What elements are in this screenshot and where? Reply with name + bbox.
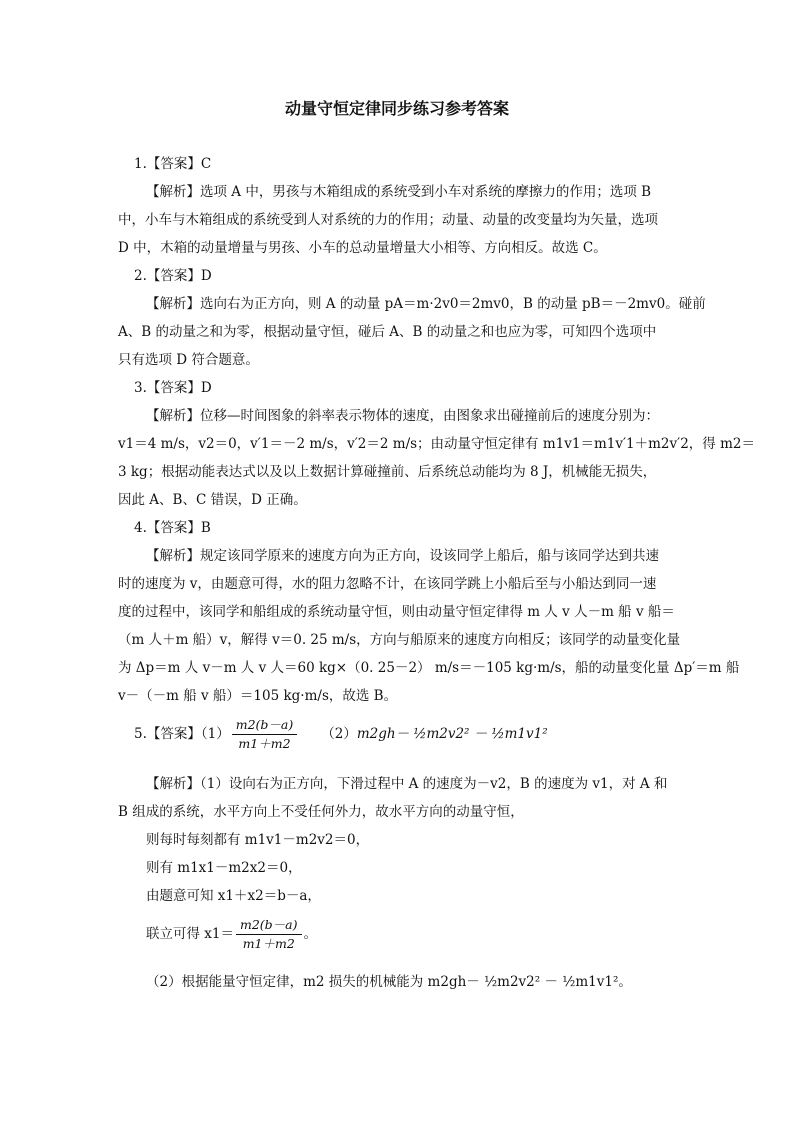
- q5-analysis-cont: B 组成的系统，水平方向上不受任何外力，故水平方向的动量守恒，: [118, 804, 524, 820]
- q4-analysis-cont: （m 人＋m 船）v，解得 v＝0. 25 m/s，方向与船原来的速度方向相反；该同学的动量变化量: [118, 632, 681, 648]
- q2-analysis-cont: 只有选项 D 符合题意。: [118, 352, 259, 368]
- q5-part2: （2）根据能量守恒定律，m2 损失的机械能为 m2gh－ ½m2v2² － ½m1v1²。: [146, 974, 632, 990]
- q5-final-fraction: [236, 918, 302, 951]
- answer-content: [118, 150, 755, 1006]
- fraction-numerator: m2(b－a): [232, 718, 298, 735]
- q1-analysis: 【解析】选项 A 中，男孩与木箱组成的系统受到小车对系统的摩擦力的作用；选项 B: [146, 184, 652, 200]
- q3-analysis-cont: v1＝4 m/s，v2＝0，v′1＝－2 m/s，v′2＝2 m/s；由动量守恒定律有 m1v1＝m1v′1＋m2v′2，得 m2＝: [118, 436, 755, 452]
- q5-answer-head: 5.【答案】（1）: [134, 726, 230, 742]
- q2-analysis-cont: A、B 的动量之和为零，根据动量守恒，碰后 A、B 的动量之和也应为零，可知四个选项中: [118, 324, 657, 340]
- q1-answer: 1.【答案】C: [134, 156, 212, 172]
- q3-analysis-cont: 3 kg；根据动能表达式以及以上数据计算碰撞前、后系统总动能均为 8 J，机械能无损失，: [118, 464, 657, 480]
- q5-answer2-label: （2）: [321, 726, 357, 742]
- q4-answer: 4.【答案】B: [134, 520, 211, 536]
- q5-step: 则有 m1x1－m2x2＝0，: [146, 860, 302, 876]
- q5-answer2-expr: m2gh－ ½m2v2² － ½m1v1²: [356, 726, 548, 742]
- q5-step: 则每时每刻都有 m1v1－m2v2＝0，: [146, 832, 370, 848]
- fraction-numerator: m2(b－a): [236, 918, 302, 935]
- q5-final-post: 。: [303, 926, 318, 942]
- page-title: 动量守恒定律同步练习参考答案: [284, 99, 509, 118]
- q5-final-pre: 联立可得 x1＝: [146, 926, 234, 942]
- q3-analysis: 【解析】位移—时间图象的斜率表示物体的速度，由图象求出碰撞前后的速度分别为：: [146, 408, 659, 424]
- q4-analysis: 【解析】规定该同学原来的速度方向为正方向，设该同学上船后，船与该同学达到共速: [146, 548, 659, 564]
- q3-analysis-cont: 因此 A、B、C 错误，D 正确。: [118, 492, 307, 508]
- fraction-denominator: m1＋m2: [242, 935, 295, 951]
- q5-final: [118, 910, 684, 958]
- fraction-denominator: m1＋m2: [238, 735, 291, 751]
- q1-analysis-cont: D 中，木箱的动量增量与男孩、小车的总动量增量大小相等、方向相反。故选 C。: [118, 240, 607, 256]
- q1-analysis-cont: 中，小车与木箱组成的系统受到人对系统的力的作用；动量、动量的改变量均为矢量，选项: [118, 212, 658, 228]
- q2-answer: 2.【答案】D: [134, 268, 212, 284]
- q4-analysis-cont: v－（－m 船 v 船）＝105 kg·m/s，故选 B。: [118, 688, 398, 704]
- q5-step: 由题意可知 x1＋x2＝b－a，: [146, 888, 321, 904]
- q5-answer: [118, 710, 684, 758]
- q5-answer1-fraction: [232, 718, 298, 751]
- q4-analysis-cont: 为 Δp＝m 人 v－m 人 v 人＝60 kg×（0. 25－2） m/s＝－105 kg·m/s，船的动量变化量 Δp′＝m 船: [118, 660, 740, 676]
- q3-answer: 3.【答案】D: [134, 380, 212, 396]
- q4-analysis-cont: 度的过程中，该同学和船组成的系统动量守恒，则由动量守恒定律得 m 人 v 人－m 船 v 船＝: [118, 604, 675, 620]
- q2-analysis: 【解析】选向右为正方向，则 A 的动量 pA＝m·2v0＝2mv0，B 的动量 pB＝－2mv0。碰前: [146, 296, 706, 312]
- q4-analysis-cont: 时的速度为 v，由题意可得，水的阻力忽略不计，在该同学跳上小船后至与小船达到同一速: [118, 576, 657, 592]
- q5-analysis: 【解析】（1）设向右为正方向，下滑过程中 A 的速度为－v2，B 的速度为 v1，对 A 和: [146, 776, 668, 792]
